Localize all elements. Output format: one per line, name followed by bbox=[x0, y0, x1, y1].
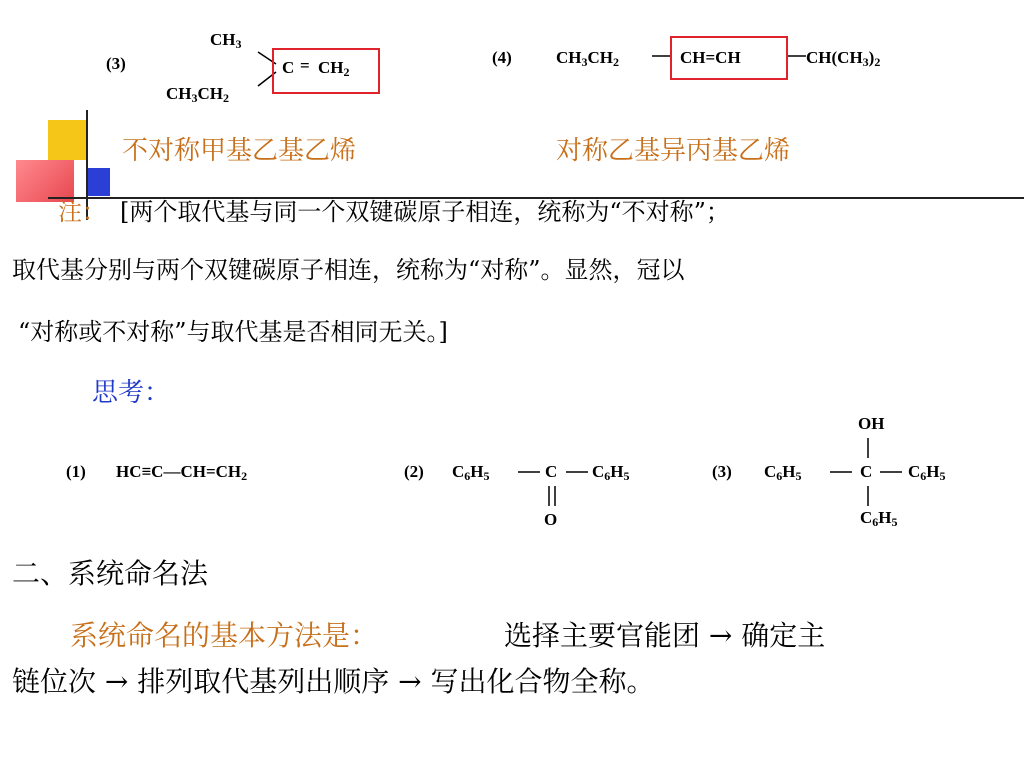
question-3-right: $C_6H_5$ bbox=[908, 462, 946, 483]
section-heading: 二、系统命名法 bbox=[12, 557, 209, 590]
method-line-2: 链位次 → 排列取代基列出顺序 → 写出化合物全称。 bbox=[12, 665, 655, 698]
question-2-right: $C_6H_5$ bbox=[592, 462, 630, 483]
question-3-c: C bbox=[860, 462, 873, 481]
note-line-2: 取代基分别与两个双键碳原子相连，统称为“对称”。显然，冠以 bbox=[12, 256, 685, 284]
method-label: 系统命名的基本方法是： bbox=[70, 619, 379, 652]
think-title: 思考： bbox=[92, 378, 171, 408]
example-3-eq: = bbox=[300, 56, 310, 75]
question-1-formula: $HC\equiv C—CH=CH_2$ bbox=[116, 462, 248, 483]
question-2-label: (2) bbox=[404, 462, 424, 481]
name-example-3: 不对称甲基乙基乙烯 bbox=[122, 136, 357, 166]
example-4-left: $CH_3CH_2$ bbox=[556, 48, 619, 69]
example-3-ethyl: $CH_3CH_2$ bbox=[166, 84, 229, 105]
example-3-ch2: $CH_2$ bbox=[318, 58, 350, 79]
deco-yellow-square bbox=[48, 120, 88, 160]
question-3-label: (3) bbox=[712, 462, 732, 481]
note-label: 注： bbox=[58, 198, 106, 226]
example-3-label: (3) bbox=[106, 54, 126, 73]
example-3-c: C bbox=[282, 58, 295, 77]
question-3-bonds bbox=[0, 0, 1, 1]
question-3-left: $C_6H_5$ bbox=[764, 462, 802, 483]
question-2-o: O bbox=[544, 510, 558, 529]
question-3-bottom: $C_6H_5$ bbox=[860, 508, 898, 529]
note-line-1: [两个取代基与同一个双键碳原子相连，统称为“不对称”； bbox=[120, 198, 730, 226]
example-4-label: (4) bbox=[492, 48, 512, 67]
example-3-ch3: $CH_3$ bbox=[210, 30, 242, 51]
method-line-1: 选择主要官能团 → 确定主 bbox=[504, 619, 826, 652]
example-4-right: $CH(CH_3)_2$ bbox=[806, 48, 881, 69]
question-3-oh: OH bbox=[858, 414, 885, 433]
question-2-left: $C_6H_5$ bbox=[452, 462, 490, 483]
question-2-c: C bbox=[545, 462, 558, 481]
question-1-label: (1) bbox=[66, 462, 86, 481]
example-4-mid: CH=CH bbox=[680, 48, 741, 67]
note-line-3: “对称或不对称”与取代基是否相同无关。] bbox=[18, 318, 448, 346]
name-example-4: 对称乙基异丙基乙烯 bbox=[556, 136, 791, 166]
